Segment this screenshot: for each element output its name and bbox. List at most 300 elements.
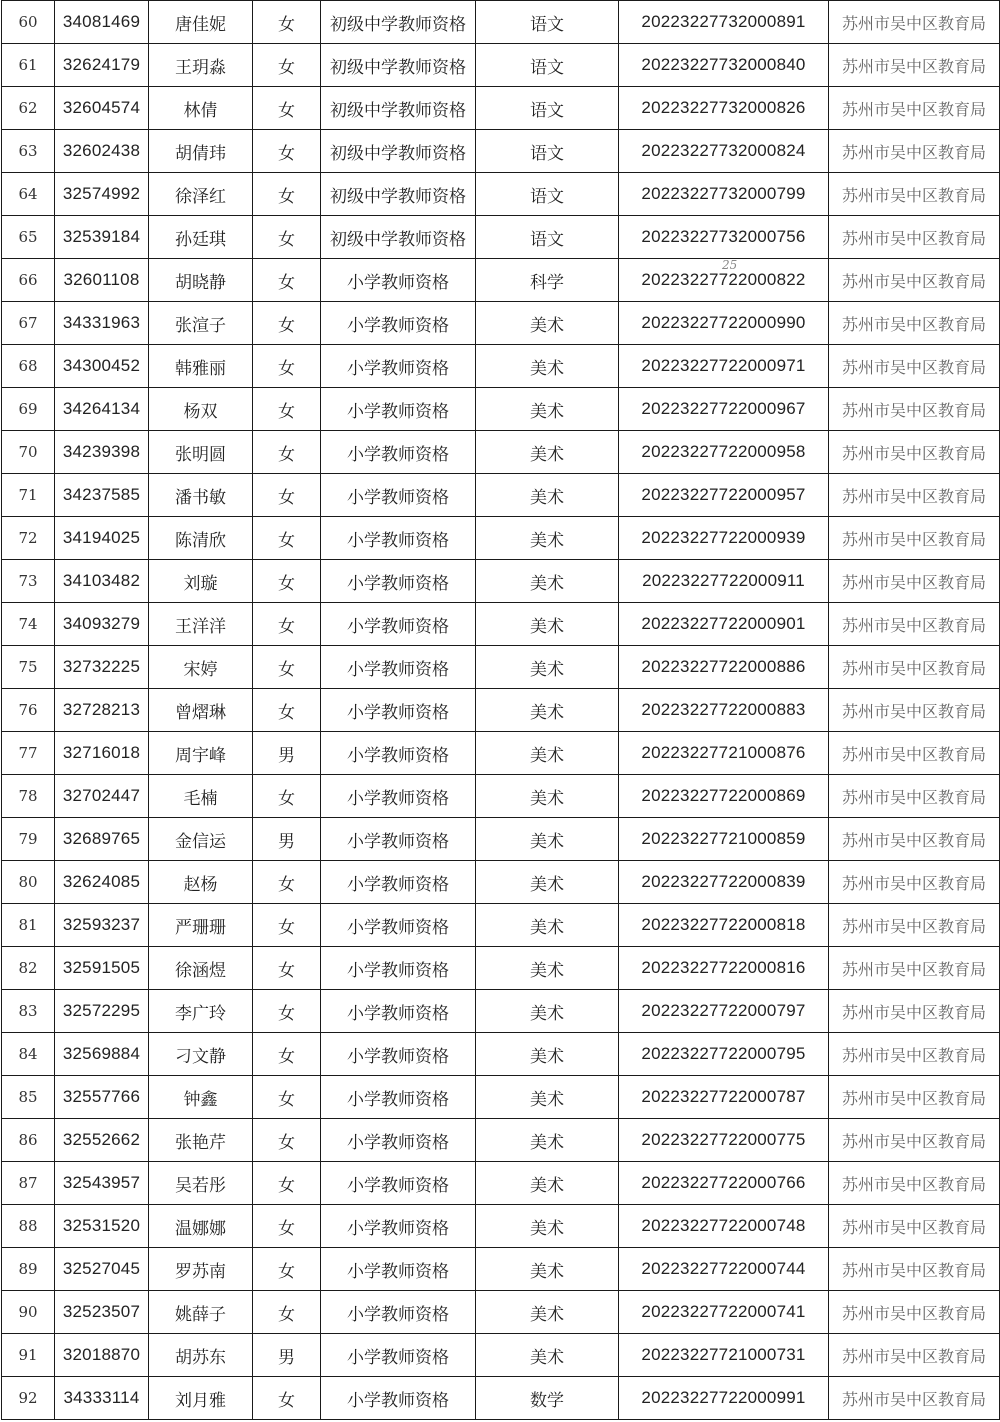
certificate-number-cell: 20223227721000731: [619, 1334, 829, 1377]
subject-cell: 美术: [476, 904, 619, 947]
applicant-id-cell: 32702447: [55, 775, 149, 818]
applicant-id-cell: 32601108: [55, 259, 149, 302]
qualification-cell: 小学教师资格: [321, 1334, 476, 1377]
subject-cell: 美术: [476, 775, 619, 818]
subject-cell: 数学: [476, 1377, 619, 1420]
qualification-cell: 小学教师资格: [321, 1162, 476, 1205]
subject-cell: 美术: [476, 345, 619, 388]
name-cell: 胡苏东: [149, 1334, 253, 1377]
name-cell: 唐佳妮: [149, 1, 253, 44]
gender-cell: 女: [253, 173, 321, 216]
name-cell: 钟鑫: [149, 1076, 253, 1119]
subject-cell: 美术: [476, 1076, 619, 1119]
certificate-number-cell: 20223227722000991: [619, 1377, 829, 1420]
row-index-cell: 86: [2, 1119, 55, 1162]
certificate-number-cell: 20223227722000886: [619, 646, 829, 689]
subject-cell: 语文: [476, 1, 619, 44]
certificate-number-cell: 20223227722000795: [619, 1033, 829, 1076]
gender-cell: 女: [253, 775, 321, 818]
applicant-id-cell: 32716018: [55, 732, 149, 775]
subject-cell: 美术: [476, 1119, 619, 1162]
row-index-cell: 84: [2, 1033, 55, 1076]
certificate-number-cell: 20223227721000859: [619, 818, 829, 861]
issuing-authority-cell: 苏州市吴中区教育局: [829, 1205, 1000, 1248]
gender-cell: 女: [253, 345, 321, 388]
table-row: [2, 44, 1000, 87]
applicant-id-cell: 32552662: [55, 1119, 149, 1162]
row-index-cell: 77: [2, 732, 55, 775]
gender-cell: 女: [253, 431, 321, 474]
subject-cell: 美术: [476, 947, 619, 990]
row-index-cell: 67: [2, 302, 55, 345]
certificate-number-cell: 20223227722000971: [619, 345, 829, 388]
row-index-cell: 78: [2, 775, 55, 818]
issuing-authority-cell: 苏州市吴中区教育局: [829, 732, 1000, 775]
issuing-authority-cell: 苏州市吴中区教育局: [829, 775, 1000, 818]
row-index-cell: 81: [2, 904, 55, 947]
applicant-id-cell: 34239398: [55, 431, 149, 474]
certificate-number-cell: 20223227722000787: [619, 1076, 829, 1119]
table-row: [2, 1377, 1000, 1420]
subject-cell: 美术: [476, 474, 619, 517]
certificate-number-cell: 20223227722000911: [619, 560, 829, 603]
issuing-authority-cell: 苏州市吴中区教育局: [829, 388, 1000, 431]
subject-cell: 语文: [476, 87, 619, 130]
gender-cell: 女: [253, 1291, 321, 1334]
certificate-number-cell: 20223227732000840: [619, 44, 829, 87]
name-cell: 张艳芹: [149, 1119, 253, 1162]
issuing-authority-cell: 苏州市吴中区教育局: [829, 1076, 1000, 1119]
certificate-number-cell: 20223227732000756: [619, 216, 829, 259]
row-index-cell: 60: [2, 1, 55, 44]
table-row: [2, 259, 1000, 302]
qualification-cell: 小学教师资格: [321, 1119, 476, 1162]
table-row: [2, 1076, 1000, 1119]
gender-cell: 女: [253, 130, 321, 173]
applicant-id-cell: 32527045: [55, 1248, 149, 1291]
subject-cell: 美术: [476, 431, 619, 474]
page-number-mark: 25: [722, 258, 738, 272]
qualification-cell: 小学教师资格: [321, 1248, 476, 1291]
gender-cell: 女: [253, 87, 321, 130]
gender-cell: 女: [253, 388, 321, 431]
issuing-authority-cell: 苏州市吴中区教育局: [829, 302, 1000, 345]
qualification-cell: 初级中学教师资格: [321, 1, 476, 44]
name-cell: 宋婷: [149, 646, 253, 689]
name-cell: 王洋洋: [149, 603, 253, 646]
row-index-cell: 75: [2, 646, 55, 689]
row-index-cell: 88: [2, 1205, 55, 1248]
row-index-cell: 74: [2, 603, 55, 646]
name-cell: 温娜娜: [149, 1205, 253, 1248]
row-index-cell: 80: [2, 861, 55, 904]
row-index-cell: 71: [2, 474, 55, 517]
gender-cell: 女: [253, 861, 321, 904]
qualification-cell: 初级中学教师资格: [321, 173, 476, 216]
table-row: [2, 388, 1000, 431]
qualification-cell: 小学教师资格: [321, 517, 476, 560]
row-index-cell: 64: [2, 173, 55, 216]
applicant-id-cell: 32018870: [55, 1334, 149, 1377]
qualification-cell: 小学教师资格: [321, 302, 476, 345]
name-cell: 刘月雅: [149, 1377, 253, 1420]
applicant-id-cell: 32591505: [55, 947, 149, 990]
qualification-cell: 初级中学教师资格: [321, 130, 476, 173]
gender-cell: 女: [253, 1033, 321, 1076]
name-cell: 刘璇: [149, 560, 253, 603]
qualification-cell: 小学教师资格: [321, 689, 476, 732]
table-row: [2, 173, 1000, 216]
name-cell: 张明圆: [149, 431, 253, 474]
name-cell: 陈清欣: [149, 517, 253, 560]
name-cell: 徐涵煜: [149, 947, 253, 990]
gender-cell: 女: [253, 474, 321, 517]
subject-cell: 美术: [476, 1162, 619, 1205]
gender-cell: 女: [253, 302, 321, 345]
gender-cell: 女: [253, 904, 321, 947]
issuing-authority-cell: 苏州市吴中区教育局: [829, 818, 1000, 861]
issuing-authority-cell: 苏州市吴中区教育局: [829, 646, 1000, 689]
issuing-authority-cell: 苏州市吴中区教育局: [829, 990, 1000, 1033]
gender-cell: 女: [253, 1119, 321, 1162]
row-index-cell: 66: [2, 259, 55, 302]
certificate-number-cell: 20223227732000824: [619, 130, 829, 173]
applicant-id-cell: 34194025: [55, 517, 149, 560]
row-index-cell: 63: [2, 130, 55, 173]
row-index-cell: 79: [2, 818, 55, 861]
row-index-cell: 65: [2, 216, 55, 259]
issuing-authority-cell: 苏州市吴中区教育局: [829, 603, 1000, 646]
gender-cell: 女: [253, 259, 321, 302]
gender-cell: 男: [253, 1334, 321, 1377]
issuing-authority-cell: 苏州市吴中区教育局: [829, 130, 1000, 173]
name-cell: 罗苏南: [149, 1248, 253, 1291]
applicant-id-cell: 34300452: [55, 345, 149, 388]
subject-cell: 美术: [476, 861, 619, 904]
name-cell: 金信运: [149, 818, 253, 861]
applicant-id-cell: 32602438: [55, 130, 149, 173]
applicant-id-cell: 32593237: [55, 904, 149, 947]
subject-cell: 语文: [476, 173, 619, 216]
table-row: [2, 1033, 1000, 1076]
issuing-authority-cell: 苏州市吴中区教育局: [829, 345, 1000, 388]
table-row: [2, 818, 1000, 861]
issuing-authority-cell: 苏州市吴中区教育局: [829, 1248, 1000, 1291]
row-index-cell: 85: [2, 1076, 55, 1119]
applicant-id-cell: 34331963: [55, 302, 149, 345]
gender-cell: 女: [253, 1162, 321, 1205]
table-row: [2, 216, 1000, 259]
table-row: [2, 1, 1000, 44]
certificate-number-cell: 20223227722000990: [619, 302, 829, 345]
subject-cell: 美术: [476, 1248, 619, 1291]
certificate-number-cell: 20223227722000822: [619, 259, 829, 302]
table-row: [2, 646, 1000, 689]
qualification-cell: 小学教师资格: [321, 388, 476, 431]
certificate-number-cell: 20223227732000826: [619, 87, 829, 130]
issuing-authority-cell: 苏州市吴中区教育局: [829, 1291, 1000, 1334]
row-index-cell: 61: [2, 44, 55, 87]
name-cell: 胡倩玮: [149, 130, 253, 173]
issuing-authority-cell: 苏州市吴中区教育局: [829, 259, 1000, 302]
table-row: [2, 1205, 1000, 1248]
table-row: [2, 861, 1000, 904]
qualification-cell: 小学教师资格: [321, 603, 476, 646]
gender-cell: 男: [253, 732, 321, 775]
row-index-cell: 91: [2, 1334, 55, 1377]
qualification-cell: 小学教师资格: [321, 259, 476, 302]
subject-cell: 美术: [476, 732, 619, 775]
subject-cell: 美术: [476, 1205, 619, 1248]
applicant-id-cell: 34093279: [55, 603, 149, 646]
table-row: [2, 904, 1000, 947]
gender-cell: 女: [253, 1076, 321, 1119]
table-row: [2, 1291, 1000, 1334]
qualification-cell: 小学教师资格: [321, 861, 476, 904]
table-row: [2, 603, 1000, 646]
name-cell: 孙廷琪: [149, 216, 253, 259]
certificate-number-cell: 20223227722000957: [619, 474, 829, 517]
applicant-id-cell: 32604574: [55, 87, 149, 130]
name-cell: 潘书敏: [149, 474, 253, 517]
subject-cell: 美术: [476, 302, 619, 345]
table-row: [2, 560, 1000, 603]
name-cell: 吴若彤: [149, 1162, 253, 1205]
table-row: [2, 130, 1000, 173]
row-index-cell: 72: [2, 517, 55, 560]
certificate-number-cell: 20223227722000839: [619, 861, 829, 904]
certificate-number-cell: 20223227722000939: [619, 517, 829, 560]
certificate-table: [1, 0, 1000, 1420]
gender-cell: 女: [253, 560, 321, 603]
gender-cell: 女: [253, 990, 321, 1033]
certificate-number-cell: 20223227722000818: [619, 904, 829, 947]
gender-cell: 女: [253, 947, 321, 990]
gender-cell: 女: [253, 646, 321, 689]
certificate-number-cell: 20223227722000901: [619, 603, 829, 646]
name-cell: 胡晓静: [149, 259, 253, 302]
row-index-cell: 83: [2, 990, 55, 1033]
issuing-authority-cell: 苏州市吴中区教育局: [829, 173, 1000, 216]
name-cell: 杨双: [149, 388, 253, 431]
name-cell: 韩雅丽: [149, 345, 253, 388]
subject-cell: 语文: [476, 44, 619, 87]
table-body: [2, 1, 1000, 1420]
name-cell: 严珊珊: [149, 904, 253, 947]
applicant-id-cell: 32569884: [55, 1033, 149, 1076]
table-row: [2, 990, 1000, 1033]
qualification-cell: 初级中学教师资格: [321, 44, 476, 87]
name-cell: 张渲子: [149, 302, 253, 345]
qualification-cell: 小学教师资格: [321, 775, 476, 818]
name-cell: 毛楠: [149, 775, 253, 818]
applicant-id-cell: 32624179: [55, 44, 149, 87]
qualification-cell: 小学教师资格: [321, 1076, 476, 1119]
certificate-number-cell: 20223227722000816: [619, 947, 829, 990]
gender-cell: 女: [253, 1377, 321, 1420]
table-row: [2, 947, 1000, 990]
issuing-authority-cell: 苏州市吴中区教育局: [829, 216, 1000, 259]
issuing-authority-cell: 苏州市吴中区教育局: [829, 1162, 1000, 1205]
qualification-cell: 初级中学教师资格: [321, 216, 476, 259]
qualification-cell: 小学教师资格: [321, 431, 476, 474]
issuing-authority-cell: 苏州市吴中区教育局: [829, 947, 1000, 990]
applicant-id-cell: 32732225: [55, 646, 149, 689]
applicant-id-cell: 34237585: [55, 474, 149, 517]
table-row: [2, 431, 1000, 474]
row-index-cell: 70: [2, 431, 55, 474]
applicant-id-cell: 32523507: [55, 1291, 149, 1334]
name-cell: 赵杨: [149, 861, 253, 904]
applicant-id-cell: 32539184: [55, 216, 149, 259]
qualification-cell: 小学教师资格: [321, 345, 476, 388]
row-index-cell: 92: [2, 1377, 55, 1420]
name-cell: 林倩: [149, 87, 253, 130]
table-row: [2, 517, 1000, 560]
qualification-cell: 小学教师资格: [321, 646, 476, 689]
issuing-authority-cell: 苏州市吴中区教育局: [829, 44, 1000, 87]
issuing-authority-cell: 苏州市吴中区教育局: [829, 431, 1000, 474]
certificate-number-cell: 20223227722000744: [619, 1248, 829, 1291]
certificate-number-cell: 20223227722000967: [619, 388, 829, 431]
gender-cell: 女: [253, 1248, 321, 1291]
qualification-cell: 小学教师资格: [321, 1377, 476, 1420]
certificate-number-cell: 20223227722000869: [619, 775, 829, 818]
subject-cell: 科学: [476, 259, 619, 302]
qualification-cell: 初级中学教师资格: [321, 87, 476, 130]
subject-cell: 美术: [476, 1334, 619, 1377]
gender-cell: 女: [253, 1205, 321, 1248]
issuing-authority-cell: 苏州市吴中区教育局: [829, 560, 1000, 603]
applicant-id-cell: 32557766: [55, 1076, 149, 1119]
table-row: [2, 689, 1000, 732]
applicant-id-cell: 32689765: [55, 818, 149, 861]
row-index-cell: 76: [2, 689, 55, 732]
applicant-id-cell: 32543957: [55, 1162, 149, 1205]
qualification-cell: 小学教师资格: [321, 1033, 476, 1076]
table-row: [2, 1119, 1000, 1162]
certificate-number-cell: 20223227722000766: [619, 1162, 829, 1205]
issuing-authority-cell: 苏州市吴中区教育局: [829, 1334, 1000, 1377]
table-row: [2, 775, 1000, 818]
issuing-authority-cell: 苏州市吴中区教育局: [829, 87, 1000, 130]
qualification-cell: 小学教师资格: [321, 990, 476, 1033]
certificate-number-cell: 20223227722000958: [619, 431, 829, 474]
row-index-cell: 90: [2, 1291, 55, 1334]
applicant-id-cell: 34333114: [55, 1377, 149, 1420]
applicant-id-cell: 32624085: [55, 861, 149, 904]
certificate-number-cell: 20223227722000883: [619, 689, 829, 732]
row-index-cell: 89: [2, 1248, 55, 1291]
certificate-number-cell: 20223227722000748: [619, 1205, 829, 1248]
gender-cell: 女: [253, 517, 321, 560]
row-index-cell: 69: [2, 388, 55, 431]
row-index-cell: 73: [2, 560, 55, 603]
qualification-cell: 小学教师资格: [321, 904, 476, 947]
applicant-id-cell: 34264134: [55, 388, 149, 431]
subject-cell: 美术: [476, 388, 619, 431]
table-row: [2, 1162, 1000, 1205]
qualification-cell: 小学教师资格: [321, 1291, 476, 1334]
issuing-authority-cell: 苏州市吴中区教育局: [829, 1119, 1000, 1162]
qualification-cell: 小学教师资格: [321, 732, 476, 775]
subject-cell: 美术: [476, 818, 619, 861]
issuing-authority-cell: 苏州市吴中区教育局: [829, 1377, 1000, 1420]
subject-cell: 美术: [476, 1033, 619, 1076]
applicant-id-cell: 34081469: [55, 1, 149, 44]
qualification-cell: 小学教师资格: [321, 818, 476, 861]
subject-cell: 美术: [476, 517, 619, 560]
qualification-cell: 小学教师资格: [321, 560, 476, 603]
row-index-cell: 87: [2, 1162, 55, 1205]
table-row: [2, 1334, 1000, 1377]
gender-cell: 女: [253, 44, 321, 87]
gender-cell: 男: [253, 818, 321, 861]
certificate-number-cell: 20223227732000799: [619, 173, 829, 216]
issuing-authority-cell: 苏州市吴中区教育局: [829, 861, 1000, 904]
qualification-cell: 小学教师资格: [321, 947, 476, 990]
certificate-number-cell: 20223227722000797: [619, 990, 829, 1033]
name-cell: 曾熠琳: [149, 689, 253, 732]
subject-cell: 语文: [476, 216, 619, 259]
name-cell: 李广玲: [149, 990, 253, 1033]
row-index-cell: 62: [2, 87, 55, 130]
subject-cell: 美术: [476, 1291, 619, 1334]
subject-cell: 美术: [476, 560, 619, 603]
table-row: [2, 87, 1000, 130]
applicant-id-cell: 32572295: [55, 990, 149, 1033]
name-cell: 姚薛子: [149, 1291, 253, 1334]
certificate-number-cell: 20223227722000775: [619, 1119, 829, 1162]
gender-cell: 女: [253, 689, 321, 732]
subject-cell: 语文: [476, 130, 619, 173]
subject-cell: 美术: [476, 990, 619, 1033]
subject-cell: 美术: [476, 603, 619, 646]
name-cell: 王玥淼: [149, 44, 253, 87]
certificate-number-cell: 20223227732000891: [619, 1, 829, 44]
applicant-id-cell: 32728213: [55, 689, 149, 732]
issuing-authority-cell: 苏州市吴中区教育局: [829, 904, 1000, 947]
subject-cell: 美术: [476, 689, 619, 732]
qualification-cell: 小学教师资格: [321, 474, 476, 517]
issuing-authority-cell: 苏州市吴中区教育局: [829, 517, 1000, 560]
table-row: [2, 732, 1000, 775]
row-index-cell: 68: [2, 345, 55, 388]
certificate-number-cell: 20223227722000741: [619, 1291, 829, 1334]
issuing-authority-cell: 苏州市吴中区教育局: [829, 474, 1000, 517]
qualification-cell: 小学教师资格: [321, 1205, 476, 1248]
table-row: [2, 345, 1000, 388]
issuing-authority-cell: 苏州市吴中区教育局: [829, 689, 1000, 732]
row-index-cell: 82: [2, 947, 55, 990]
gender-cell: 女: [253, 1, 321, 44]
gender-cell: 女: [253, 216, 321, 259]
table-row: [2, 474, 1000, 517]
issuing-authority-cell: 苏州市吴中区教育局: [829, 1033, 1000, 1076]
name-cell: 徐泽红: [149, 173, 253, 216]
subject-cell: 美术: [476, 646, 619, 689]
name-cell: 刁文静: [149, 1033, 253, 1076]
table-row: [2, 302, 1000, 345]
name-cell: 周宇峰: [149, 732, 253, 775]
issuing-authority-cell: 苏州市吴中区教育局: [829, 1, 1000, 44]
table-row: [2, 1248, 1000, 1291]
applicant-id-cell: 32574992: [55, 173, 149, 216]
gender-cell: 女: [253, 603, 321, 646]
applicant-id-cell: 34103482: [55, 560, 149, 603]
applicant-id-cell: 32531520: [55, 1205, 149, 1248]
certificate-number-cell: 20223227721000876: [619, 732, 829, 775]
